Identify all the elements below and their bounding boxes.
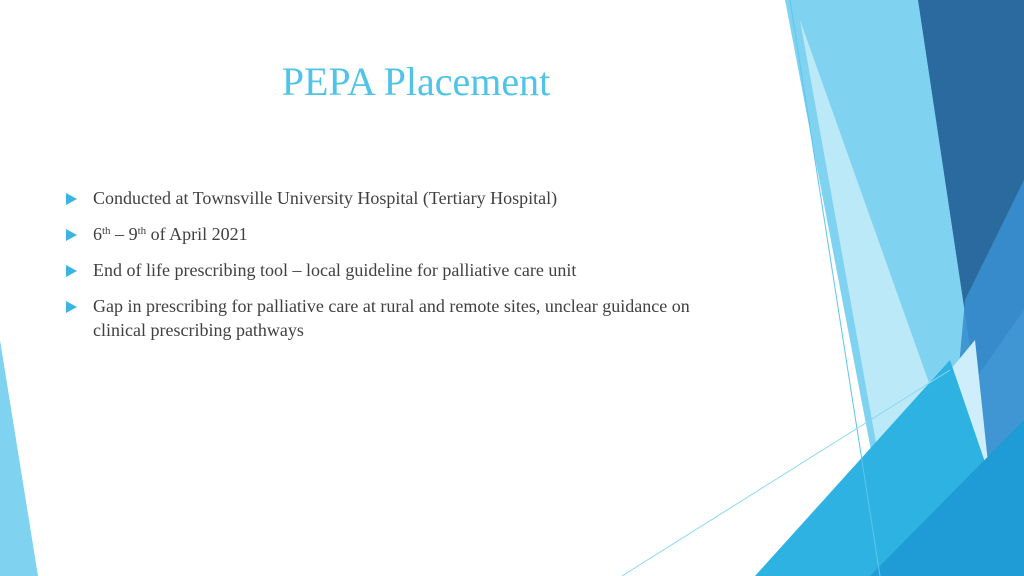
bullet-item: [64, 294, 714, 342]
left-edge-shape: [0, 340, 38, 576]
date-start-number: 6: [93, 224, 102, 244]
right-triangle-icon: [66, 229, 77, 241]
right-triangle-icon: [66, 301, 77, 313]
date-end-suffix: th: [137, 225, 147, 237]
right-triangle-icon: [66, 265, 77, 277]
bullet-text: End of life prescribing tool – local guideline for palliative care unit: [93, 260, 577, 280]
date-separator: –: [110, 224, 129, 244]
right-triangle-icon: [66, 193, 77, 205]
bullet-list: [64, 186, 714, 354]
slide-title: PEPA Placement: [281, 59, 551, 104]
bullet-text: Gap in prescribing for palliative care at rural and remote sites, unclear guidance on clinical prescribing pathways: [93, 296, 690, 340]
bullet-item: [64, 258, 714, 282]
bullet-item-dates: [64, 222, 714, 246]
bullet-text: Conducted at Townsville University Hospital (Tertiary Hospital): [93, 188, 558, 208]
date-start-suffix: th: [102, 225, 111, 237]
date-rest: of April 2021: [146, 224, 248, 244]
date-end-number: 9: [128, 224, 138, 244]
bullet-item: [64, 186, 714, 210]
